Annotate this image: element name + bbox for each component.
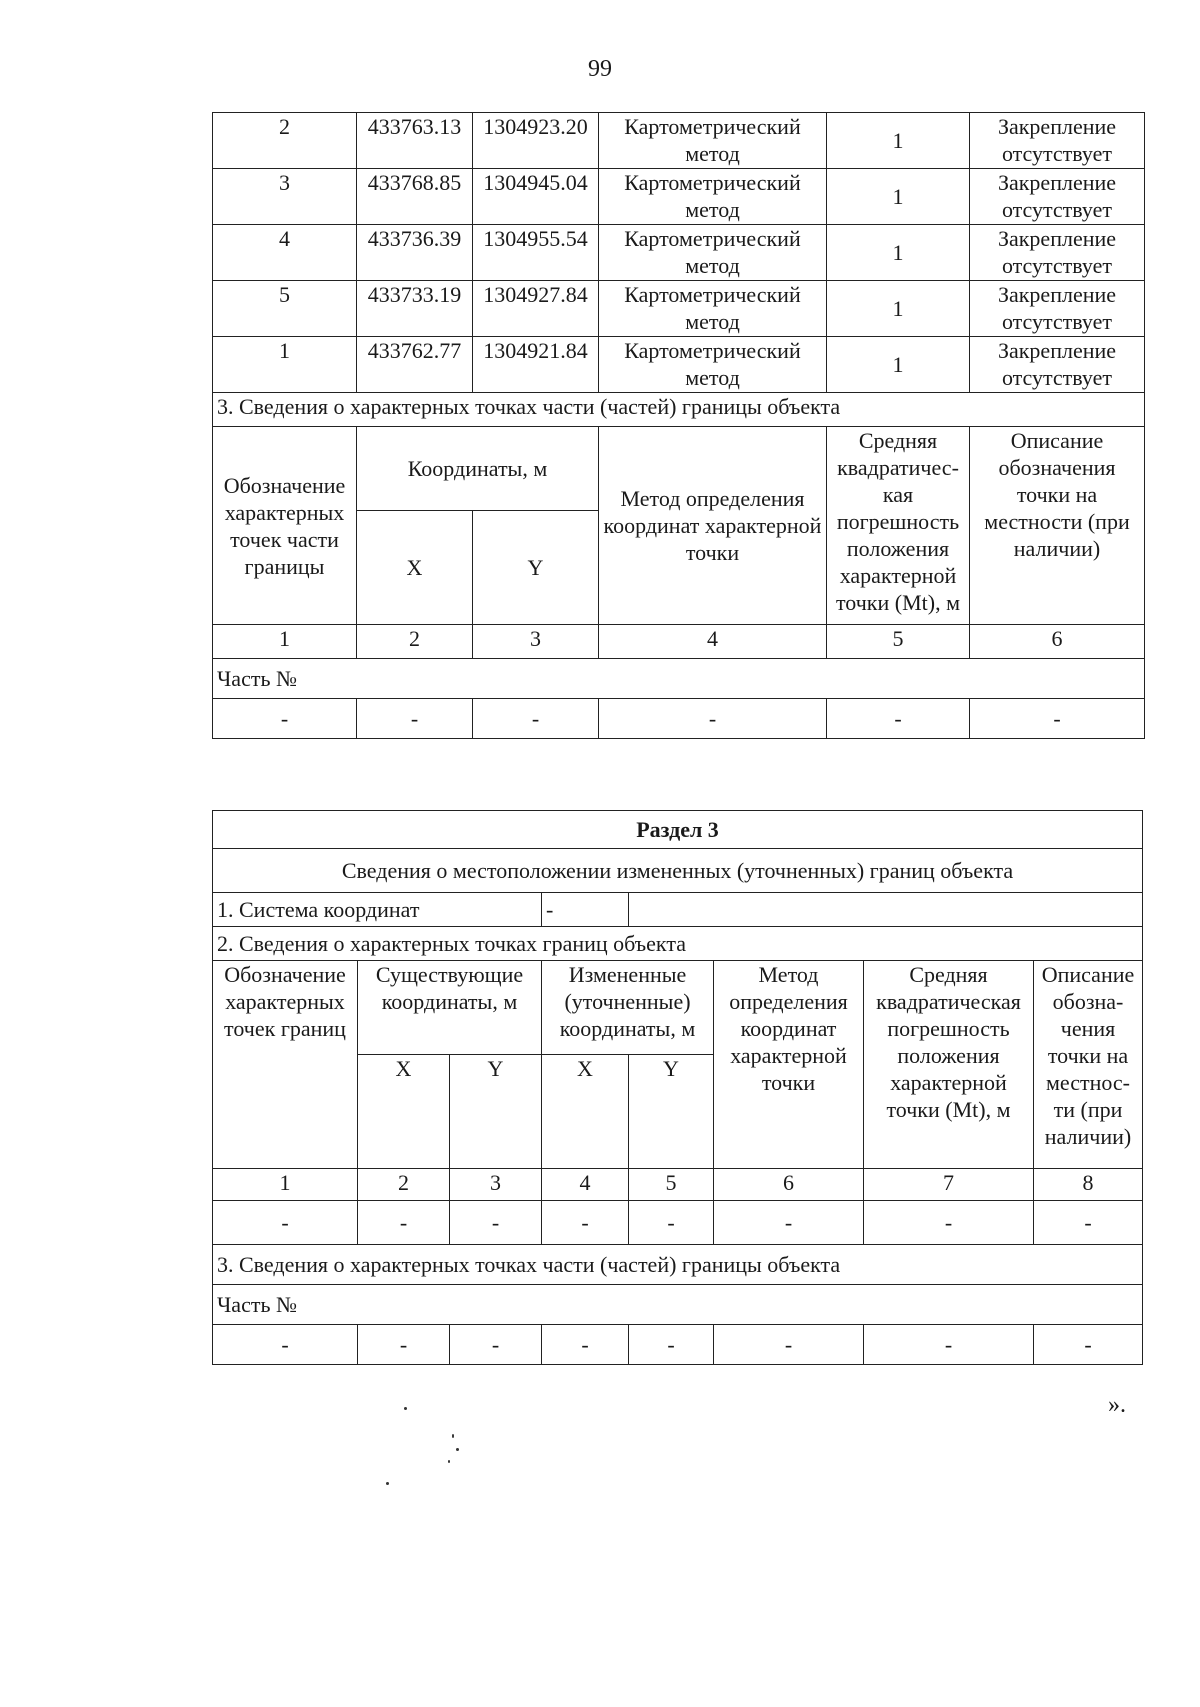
header-description: Описание обозна-чения точки на местнос-ти (при наличии) (1034, 961, 1143, 1169)
coord-system-label: 1. Система координат (213, 893, 542, 927)
parts-heading: 3. Сведения о характерных точках части (частей) границы объекта (213, 1245, 1143, 1285)
dash-cell: - (864, 1201, 1034, 1245)
table-row (213, 169, 1145, 225)
cell-x: 433768.85 (357, 169, 473, 225)
table-row (213, 225, 1145, 281)
scan-speck (452, 1434, 454, 1438)
dash-cell: - (213, 1325, 358, 1365)
header-y: Y (473, 511, 599, 625)
header-y-changed: Y (629, 1055, 714, 1169)
header-designation: Обозначение характерных точек границ (213, 961, 358, 1169)
column-number: 8 (1034, 1169, 1143, 1201)
scan-speck (386, 1482, 389, 1485)
section3-table (212, 810, 1143, 1365)
dash-cell: - (450, 1325, 542, 1365)
cell-mt: 1 (827, 281, 970, 337)
header-coordinates: Координаты, м (357, 427, 599, 511)
header-x: X (357, 511, 473, 625)
boundary-points-table (212, 112, 1145, 739)
column-number: 3 (450, 1169, 542, 1201)
cell-mt: 1 (827, 225, 970, 281)
cell-point: 1 (213, 337, 357, 393)
dash-cell: - (714, 1325, 864, 1365)
header-mt: Средняя квадратическая погрешность положения характерной точки (Mt), м (864, 961, 1034, 1169)
dash-cell: - (629, 1325, 714, 1365)
column-number: 7 (864, 1169, 1034, 1201)
dash-cell: - (357, 699, 473, 739)
header-description: Описание обозначения точки на местности (при наличии) (970, 427, 1145, 625)
cell-y: 1304923.20 (473, 113, 599, 169)
dash-cell: - (358, 1201, 450, 1245)
cell-y: 1304955.54 (473, 225, 599, 281)
cell-y: 1304945.04 (473, 169, 599, 225)
header-existing: Существующие координаты, м (358, 961, 542, 1055)
table-row (213, 113, 1145, 169)
dash-cell: - (450, 1201, 542, 1245)
dash-cell: - (714, 1201, 864, 1245)
cell-y: 1304927.84 (473, 281, 599, 337)
header-designation: Обозначение характерных точек части границы (213, 427, 357, 625)
column-number: 1 (213, 1169, 358, 1201)
column-number: 6 (970, 625, 1145, 659)
dash-cell: - (213, 1201, 358, 1245)
cell-mt: 1 (827, 169, 970, 225)
scan-speck (456, 1448, 459, 1451)
dash-cell: - (1034, 1325, 1143, 1365)
cell-method: Картометрический метод (599, 169, 827, 225)
dash-cell: - (864, 1325, 1034, 1365)
cell-mt: 1 (827, 337, 970, 393)
cell-point: 5 (213, 281, 357, 337)
header-method: Метод определения координат характерной точки (599, 427, 827, 625)
part-label: Часть № (213, 659, 1145, 699)
cell-description: Закрепление отсутствует (970, 225, 1145, 281)
cell-description: Закрепление отсутствует (970, 337, 1145, 393)
cell-x: 433736.39 (357, 225, 473, 281)
part-label: Часть № (213, 1285, 1143, 1325)
dash-cell: - (827, 699, 970, 739)
dash-cell: - (542, 1325, 629, 1365)
cell-method: Картометрический метод (599, 337, 827, 393)
table-row (213, 281, 1145, 337)
dash-cell: - (358, 1325, 450, 1365)
cell-y: 1304921.84 (473, 337, 599, 393)
section-subtitle: Сведения о местоположении измененных (уточненных) границ объекта (213, 849, 1143, 893)
cell-x: 433763.13 (357, 113, 473, 169)
cell-x: 433762.77 (357, 337, 473, 393)
column-number: 2 (358, 1169, 450, 1201)
parts-heading: 3. Сведения о характерных точках части (частей) границы объекта (213, 393, 1145, 427)
cell-point: 3 (213, 169, 357, 225)
dash-cell: - (213, 699, 357, 739)
column-number: 1 (213, 625, 357, 659)
column-number: 4 (542, 1169, 629, 1201)
dash-cell: - (473, 699, 599, 739)
cell-method: Картометрический метод (599, 113, 827, 169)
column-number: 5 (827, 625, 970, 659)
coord-system-empty (629, 893, 1143, 927)
table-row (213, 337, 1145, 393)
column-number: 5 (629, 1169, 714, 1201)
dash-cell: - (1034, 1201, 1143, 1245)
cell-description: Закрепление отсутствует (970, 113, 1145, 169)
dash-cell: - (599, 699, 827, 739)
dash-cell: - (629, 1201, 714, 1245)
header-y-existing: Y (450, 1055, 542, 1169)
cell-point: 4 (213, 225, 357, 281)
header-method: Метод определения координат характерной точки (714, 961, 864, 1169)
scan-speck (448, 1460, 450, 1463)
closing-quote: ». (1108, 1392, 1126, 1418)
points-heading: 2. Сведения о характерных точках границ объекта (213, 927, 1143, 961)
header-x-existing: X (358, 1055, 450, 1169)
section-title: Раздел 3 (213, 811, 1143, 849)
cell-x: 433733.19 (357, 281, 473, 337)
header-mt: Средняя квадратичес-кая погрешность положения характерной точки (Mt), м (827, 427, 970, 625)
column-number: 4 (599, 625, 827, 659)
header-x-changed: X (542, 1055, 629, 1169)
column-number: 6 (714, 1169, 864, 1201)
cell-description: Закрепление отсутствует (970, 281, 1145, 337)
cell-description: Закрепление отсутствует (970, 169, 1145, 225)
cell-point: 2 (213, 113, 357, 169)
coord-system-value: - (542, 893, 629, 927)
cell-method: Картометрический метод (599, 225, 827, 281)
column-number: 3 (473, 625, 599, 659)
header-changed: Измененные (уточненные) координаты, м (542, 961, 714, 1055)
scan-speck (404, 1407, 407, 1410)
cell-method: Картометрический метод (599, 281, 827, 337)
dash-cell: - (970, 699, 1145, 739)
column-number: 2 (357, 625, 473, 659)
page-number: 99 (588, 56, 612, 82)
cell-mt: 1 (827, 113, 970, 169)
dash-cell: - (542, 1201, 629, 1245)
